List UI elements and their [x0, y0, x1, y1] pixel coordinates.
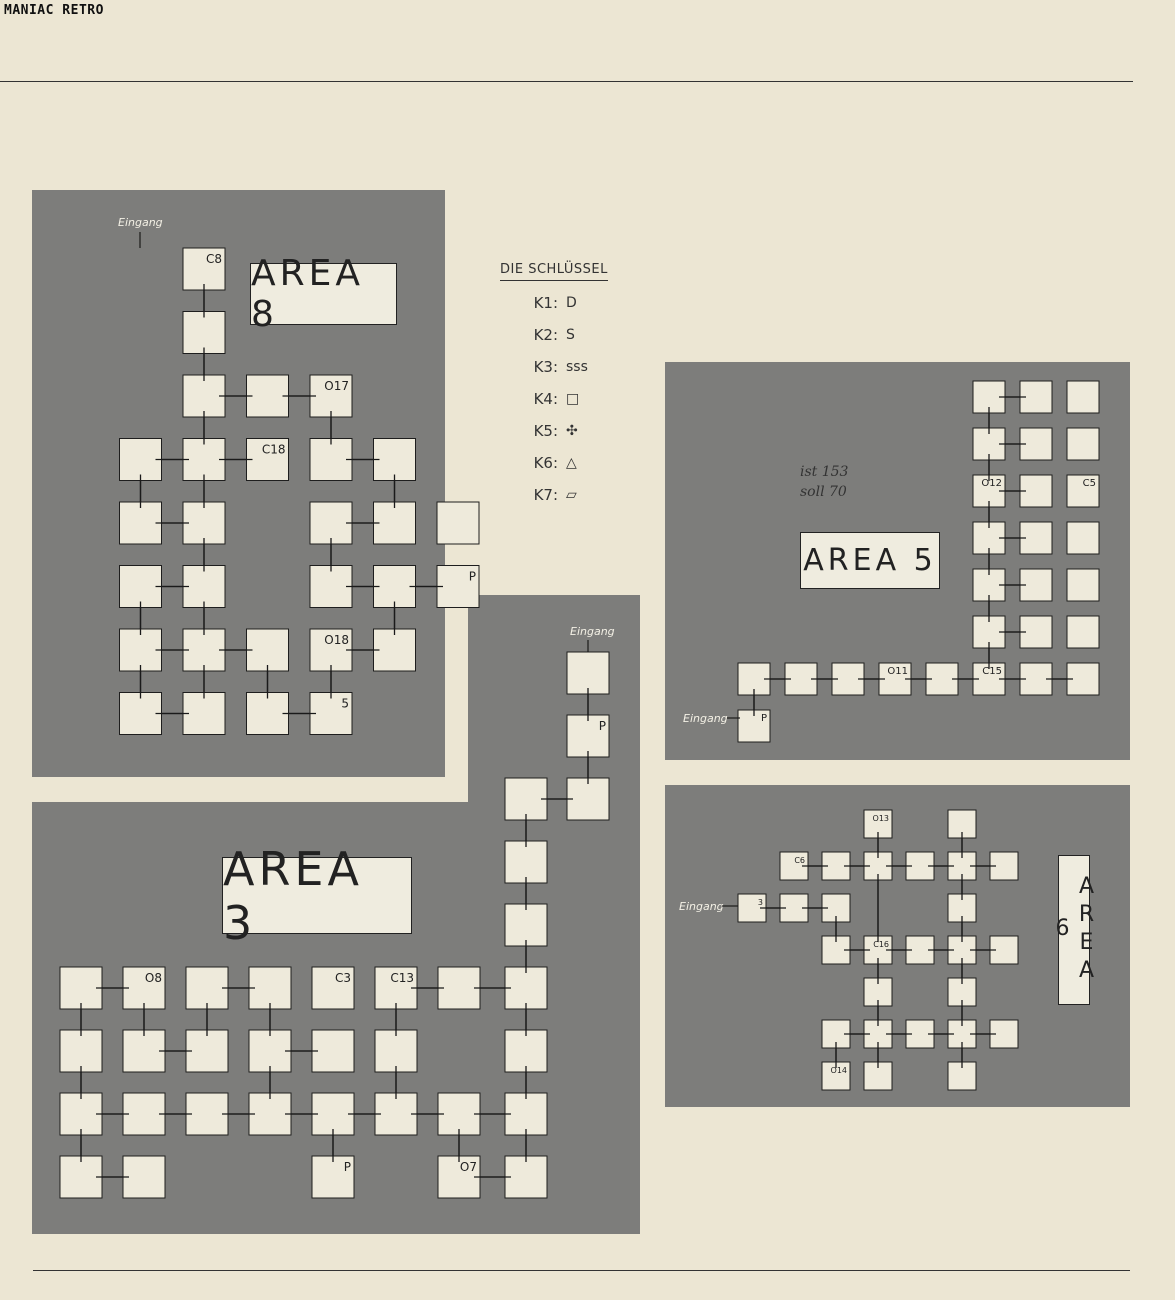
room-area8 [120, 629, 162, 671]
room-area3 [505, 904, 547, 946]
legend-key-symbol: ✣ [566, 423, 578, 439]
room-area3 [567, 715, 609, 757]
room-box [120, 693, 162, 735]
room-box [505, 1156, 547, 1198]
room-area8 [310, 566, 352, 608]
legend-row [500, 479, 640, 511]
room-area5 [1067, 475, 1099, 507]
legend-key-label: K6: [533, 454, 558, 472]
room-area3 [249, 1093, 291, 1135]
area6-title-text: AREA 6 [1050, 874, 1099, 986]
room-label: P [468, 569, 476, 584]
legend-key-symbol: D [566, 295, 577, 311]
room-box [120, 439, 162, 481]
room-area8 [183, 248, 225, 290]
room-box [505, 1030, 547, 1072]
room-area8 [247, 375, 289, 417]
room-area3 [505, 841, 547, 883]
room-area3 [375, 1093, 417, 1135]
room-box [247, 693, 289, 735]
room-box [567, 652, 609, 694]
room-box [183, 502, 225, 544]
room-label: P [343, 1160, 351, 1174]
legend-key-label: K5: [533, 422, 558, 440]
room-area8 [374, 629, 416, 671]
room-label: C8 [205, 252, 222, 266]
room-box [183, 312, 225, 354]
room-box [186, 967, 228, 1009]
legend-key-symbol: sss [566, 359, 588, 375]
room-label: O14 [830, 1066, 847, 1075]
room-area8 [120, 566, 162, 608]
room-box [438, 1093, 480, 1135]
room-box [183, 629, 225, 671]
room-box [249, 967, 291, 1009]
room-area3 [505, 778, 547, 820]
room-area3 [505, 967, 547, 1009]
room-box [505, 904, 547, 946]
room-area3 [60, 1030, 102, 1072]
key-legend [500, 258, 640, 511]
room-area3 [505, 1093, 547, 1135]
room-area3 [186, 967, 228, 1009]
room-area3 [186, 1093, 228, 1135]
room-box [60, 1156, 102, 1198]
room-area5 [1067, 616, 1099, 648]
room-box [186, 1030, 228, 1072]
room-area3 [60, 967, 102, 1009]
room-area8 [120, 693, 162, 735]
room-box [375, 1093, 417, 1135]
room-area8 [310, 439, 352, 481]
legend-row [500, 287, 640, 319]
room-area8 [374, 566, 416, 608]
room-area3 [249, 967, 291, 1009]
room-label: P [598, 719, 606, 733]
room-area3 [249, 1030, 291, 1072]
legend-key-symbol: S [566, 327, 575, 343]
entrance-label: Eingang [679, 900, 724, 913]
legend-row [500, 415, 640, 447]
room-area3 [567, 652, 609, 694]
room-label: C6 [794, 856, 805, 865]
room-area3 [60, 1156, 102, 1198]
legend-key-label: K3: [533, 358, 558, 376]
room-area3 [438, 1093, 480, 1135]
room-label: O18 [324, 633, 349, 647]
room-area3 [438, 967, 480, 1009]
room-label: 5 [341, 696, 349, 711]
room-area3 [186, 1030, 228, 1072]
room-box [375, 1030, 417, 1072]
room-label: C13 [390, 971, 414, 985]
legend-key-symbol: □ [566, 391, 580, 407]
room-area3 [505, 1030, 547, 1072]
room-box [310, 502, 352, 544]
room-area8 [374, 502, 416, 544]
room-box [1067, 381, 1099, 413]
room-box [438, 967, 480, 1009]
room-box [374, 566, 416, 608]
room-box [249, 1093, 291, 1135]
room-label: C18 [261, 442, 286, 457]
room-area8 [310, 375, 352, 417]
room-area3 [375, 967, 417, 1009]
room-area8 [437, 502, 479, 544]
room-area8 [183, 312, 225, 354]
legend-key-label: K1: [533, 294, 558, 312]
room-area3 [123, 1156, 165, 1198]
room-label: O12 [981, 478, 1002, 489]
area5-title: AREA 5 [800, 532, 940, 589]
room-box [120, 629, 162, 671]
room-area8 [183, 629, 225, 671]
room-area3 [505, 1156, 547, 1198]
room-area8 [120, 439, 162, 481]
legend-key-symbol: ▱ [566, 487, 577, 503]
entrance-label: Eingang [118, 216, 163, 229]
room-label: O13 [872, 814, 889, 823]
room-area3 [123, 967, 165, 1009]
legend-key-label: K7: [533, 486, 558, 504]
legend-row [500, 319, 640, 351]
room-box [567, 778, 609, 820]
room-box [60, 1093, 102, 1135]
room-box [505, 967, 547, 1009]
room-label: C16 [873, 940, 889, 949]
room-area8 [183, 502, 225, 544]
room-area3 [60, 1093, 102, 1135]
room-area8 [183, 566, 225, 608]
room-box [186, 1093, 228, 1135]
room-label: 3 [757, 898, 763, 907]
room-area8 [374, 439, 416, 481]
room-area8 [310, 502, 352, 544]
room-label: O8 [144, 971, 162, 985]
room-label: O7 [459, 1160, 477, 1174]
room-box [1067, 522, 1099, 554]
legend-key-label: K4: [533, 390, 558, 408]
area5-note [800, 462, 848, 502]
room-label: P [760, 713, 767, 724]
room-box [183, 375, 225, 417]
room-box [312, 1093, 354, 1135]
room-box [123, 1156, 165, 1198]
room-box [374, 502, 416, 544]
room-box [1067, 616, 1099, 648]
area3-title: AREA 3 [222, 857, 412, 934]
room-area5 [1067, 569, 1099, 601]
room-box [374, 439, 416, 481]
room-box [123, 1093, 165, 1135]
area8-title: AREA 8 [250, 263, 397, 325]
room-area5 [1067, 428, 1099, 460]
room-area8 [183, 439, 225, 481]
room-box [183, 566, 225, 608]
room-label: C15 [982, 666, 1002, 677]
area6-title [1050, 855, 1099, 1005]
room-box [247, 629, 289, 671]
room-label: C3 [334, 971, 351, 985]
room-area8 [310, 629, 352, 671]
room-box [437, 502, 479, 544]
room-box [60, 1030, 102, 1072]
room-label: O11 [887, 666, 908, 677]
room-area8 [183, 375, 225, 417]
magazine-logo: MANIAC RETRO [4, 3, 104, 18]
room-area8 [247, 439, 289, 481]
room-box [505, 778, 547, 820]
room-label: O17 [324, 379, 349, 393]
area5-note-line1: ist 153 [800, 464, 849, 480]
room-box [310, 439, 352, 481]
legend-key-symbol: △ [566, 455, 577, 471]
room-area5 [1067, 522, 1099, 554]
room-area3 [567, 778, 609, 820]
room-box [120, 566, 162, 608]
room-box [1067, 428, 1099, 460]
room-area8 [437, 566, 479, 608]
room-box [183, 693, 225, 735]
legend-row [500, 447, 640, 479]
room-area3 [312, 1093, 354, 1135]
room-area5 [1067, 381, 1099, 413]
entrance-label: Eingang [570, 625, 615, 638]
legend-key-label: K2: [533, 326, 558, 344]
room-area3 [123, 1030, 165, 1072]
room-area8 [310, 693, 352, 735]
room-box [312, 1030, 354, 1072]
room-label: C5 [1082, 478, 1096, 489]
room-area3 [312, 1030, 354, 1072]
room-area3 [375, 1030, 417, 1072]
room-area8 [183, 693, 225, 735]
room-area3 [312, 1156, 354, 1198]
room-box [183, 439, 225, 481]
room-box [120, 502, 162, 544]
room-box [123, 1030, 165, 1072]
room-box [310, 566, 352, 608]
room-area3 [123, 1093, 165, 1135]
room-box [60, 967, 102, 1009]
room-box [505, 1093, 547, 1135]
entrance-label: Eingang [683, 712, 728, 725]
room-area3 [438, 1156, 480, 1198]
legend-row [500, 351, 640, 383]
room-box [505, 841, 547, 883]
room-box [249, 1030, 291, 1072]
room-box [1067, 569, 1099, 601]
room-box [374, 629, 416, 671]
area5-note-line2: soll 70 [800, 484, 847, 500]
room-area8 [120, 502, 162, 544]
room-box [247, 375, 289, 417]
room-area8 [247, 629, 289, 671]
legend-title: DIE SCHLÜSSEL [500, 262, 608, 281]
legend-row [500, 383, 640, 415]
room-area8 [247, 693, 289, 735]
room-area3 [312, 967, 354, 1009]
